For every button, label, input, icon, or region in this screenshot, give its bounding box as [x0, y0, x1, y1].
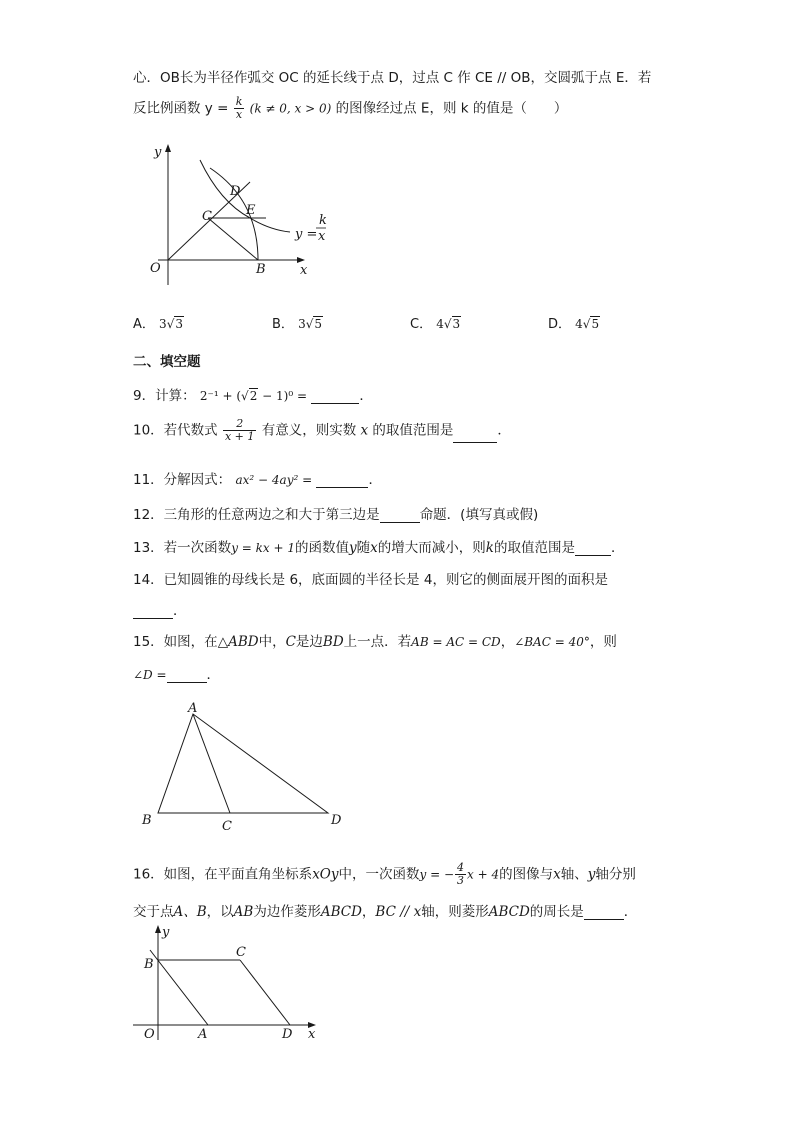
q10-num: 2: [223, 418, 256, 431]
q8-label-y: y: [154, 145, 162, 160]
q13-post: 的取值范围是: [493, 540, 575, 556]
q8-label-e: E: [246, 203, 256, 218]
q16-line2-mid3: ，: [361, 904, 376, 920]
choice-b-letter: B．: [272, 317, 294, 332]
q8-curve-label: y =: [295, 227, 318, 242]
q8-label-d: D: [230, 184, 241, 199]
choice-a[interactable]: A． 3√3: [133, 317, 183, 332]
q15-end: ．: [206, 667, 221, 683]
choice-a-letter: A．: [133, 317, 155, 332]
q15-mid3: 上一点．若: [343, 634, 412, 650]
q13-y: y: [349, 540, 357, 556]
q11-pre: 11．分解因式：: [133, 472, 232, 488]
q15-line-1: [133, 630, 617, 650]
q16-mid: 中，一次函数: [338, 866, 420, 883]
q15-segment-ac: [193, 714, 230, 813]
q13-end: ．: [610, 540, 625, 556]
q15-pre: 15．如图，在: [133, 634, 218, 650]
q16-label-x: x: [308, 1027, 316, 1042]
q16-axis2: 轴分别: [595, 866, 636, 883]
q16-line-2: [133, 900, 637, 920]
q16-line-ab: [150, 950, 208, 1025]
choice-c-letter: C．: [410, 317, 433, 332]
q8-fraction: [234, 96, 245, 121]
q13-answer-blank[interactable]: [575, 541, 611, 556]
q15-angle-d: ∠D =: [133, 668, 167, 682]
q8-curve-num: k: [319, 213, 327, 228]
q15-line-2: [133, 663, 220, 683]
q8-label-b: B: [256, 262, 266, 277]
q14-text: 14．已知圆锥的母线长是 6，底面圆的半径长是 4，则它的侧面展开图的面积是: [133, 572, 608, 588]
choice-d[interactable]: D． 4√5: [548, 317, 600, 332]
choice-c-rad: 3: [452, 317, 461, 331]
q10: [133, 418, 511, 443]
q13-mid2: 随: [356, 540, 371, 556]
q16-line2-mid: ，以: [206, 904, 234, 920]
q14-line-2: [133, 599, 187, 619]
q16-label-d: D: [282, 1027, 293, 1042]
q13-expr: y = kx + 1: [231, 541, 296, 555]
q15-bd: BD: [322, 634, 344, 650]
choice-b-rad: 5: [314, 317, 322, 331]
q15-triangle-abd: [158, 714, 328, 813]
q16-line2-mid2: 为边作菱形: [253, 904, 321, 920]
q12-post: 命题．(填写真或假): [419, 507, 539, 523]
q16-par: BC // x: [375, 904, 422, 920]
choice-c[interactable]: C． 4√3: [410, 317, 461, 332]
q16-xpart: x + 4: [467, 867, 500, 882]
q8-frac-den: x: [235, 108, 243, 121]
q10-answer-blank[interactable]: [453, 428, 497, 443]
q15-mid: 中，: [258, 634, 286, 650]
q15-comma: ，: [500, 634, 515, 650]
q15-label-a: A: [188, 701, 198, 716]
q8-label-c: C: [202, 209, 212, 224]
q13-x: x: [370, 540, 378, 556]
q11-expr: ax² − 4ay² =: [235, 473, 313, 487]
q16-ab2: AB: [233, 904, 254, 920]
section-title: 二、填空题: [133, 354, 201, 370]
q10-var: x: [360, 422, 369, 439]
q8-line1-text: 心．OB长为半径作弧交 OC 的延长线于点 D，过点 C 作 CE // OB，交圆弧于点 E．若: [133, 70, 652, 86]
q15-eq: AB = AC = CD: [411, 635, 501, 649]
q15-figure: [138, 698, 358, 838]
q8-label-o: O: [150, 261, 161, 276]
q16-y-arrow: [155, 925, 161, 933]
q16-label-b: B: [144, 957, 154, 972]
q10-post2: 的取值范围是: [372, 422, 454, 439]
q10-den: x + 1: [224, 430, 255, 443]
q16-line-1: [133, 862, 636, 887]
q16-segment-cd: [240, 960, 290, 1025]
q15-post: ，则: [589, 634, 617, 650]
q16-xa: x: [553, 866, 561, 883]
q15-label-b: B: [142, 813, 152, 828]
q16-ab: A、B: [173, 904, 207, 920]
q15-c: C: [285, 634, 296, 650]
q14-end: ．: [173, 603, 187, 619]
q16-post: 的图像与: [499, 866, 554, 883]
q16-figure: [128, 922, 328, 1047]
q11-answer-blank[interactable]: [316, 473, 368, 488]
q9-expr1: 2⁻¹ + (: [199, 389, 242, 403]
q15-triangle: △ABD: [217, 634, 259, 650]
q16-line2-mid4: 轴，则菱形: [421, 904, 489, 920]
choice-a-rad: 3: [175, 317, 183, 331]
q16-num: 4: [457, 861, 465, 874]
q8-figure: [140, 140, 340, 290]
q15-label-c: C: [222, 819, 232, 834]
q9-expr2: − 1)⁰ =: [258, 389, 308, 403]
q16-label-y: y: [162, 925, 170, 940]
q9-answer-blank[interactable]: [311, 389, 359, 404]
q8-line2-post: 的图像经过点 E，则 k 的值是（ ）: [335, 100, 568, 117]
q10-end: ．: [497, 422, 511, 439]
q13-mid3: 的增大而减小，则: [377, 540, 486, 556]
choice-d-rad: 5: [591, 317, 600, 331]
q15-answer-blank[interactable]: [167, 668, 207, 683]
q16-axis1: 轴、: [560, 866, 588, 883]
q9-end: ．: [359, 388, 373, 404]
q16-yeq: y = −: [419, 867, 455, 882]
q16-answer-blank[interactable]: [584, 905, 624, 920]
q11: [133, 468, 382, 488]
q16-ya: y: [587, 866, 596, 883]
q16-label-c: C: [236, 945, 246, 960]
q16-abcd: ABCD: [320, 904, 362, 920]
q14-line-1: [133, 568, 608, 588]
q8-label-x: x: [300, 263, 308, 278]
q12-answer-blank[interactable]: [380, 508, 420, 523]
q15-label-d: D: [331, 813, 342, 828]
q8-line-cb: [208, 218, 258, 260]
q16-line2-pre: 交于点: [133, 904, 174, 920]
q9-rad: 2: [249, 389, 258, 403]
q9: 9．计算： 2⁻¹ + (√2 − 1)⁰ = ．: [133, 388, 373, 404]
choice-b-coef: 3: [298, 317, 306, 331]
choice-c-coef: 4: [436, 317, 444, 331]
q16-den: 3: [457, 874, 465, 887]
choice-d-coef: 4: [575, 317, 583, 331]
q16-xoy: xOy: [312, 866, 339, 883]
q12-pre: 12．三角形的任意两边之和大于第三边是: [133, 507, 380, 523]
q10-fraction: [223, 418, 256, 443]
q16-end: ．: [623, 904, 638, 920]
q8-frac-num: k: [235, 95, 243, 108]
q13: [133, 536, 624, 556]
q16-line2-post: 的周长是: [529, 904, 584, 920]
q9-pre: 9．计算：: [133, 388, 196, 404]
q15-angle: ∠BAC = 40°: [514, 635, 590, 649]
choice-a-coef: 3: [159, 317, 167, 331]
q8-curve-den: x: [318, 229, 326, 244]
q16-label-a: A: [198, 1027, 208, 1042]
q8-line-2: [133, 96, 567, 121]
choice-d-letter: D．: [548, 317, 572, 332]
q11-end: ．: [368, 472, 382, 488]
q14-answer-blank[interactable]: [133, 604, 173, 619]
q10-pre: 10．若代数式: [133, 422, 218, 439]
q8-y-arrow: [165, 144, 171, 152]
q8-line-1: [133, 66, 651, 86]
q13-pre: 13．若一次函数: [133, 540, 232, 556]
q13-mid: 的函数值: [295, 540, 350, 556]
q8-condition: (k ≠ 0, x > 0): [249, 101, 332, 116]
q16-fraction: [455, 862, 466, 887]
choice-b[interactable]: B． 3√5: [272, 317, 322, 332]
q15-mid2: 是边: [295, 634, 323, 650]
q10-post1: 有意义，则实数: [261, 422, 357, 439]
q16-label-o: O: [144, 1027, 155, 1042]
q12: [133, 503, 538, 523]
q16-abcd2: ABCD: [488, 904, 530, 920]
q16-pre: 16．如图，在平面直角坐标系: [133, 866, 313, 883]
q8-line2-pre: 反比例函数 y =: [133, 100, 229, 117]
q13-k: k: [485, 540, 494, 556]
